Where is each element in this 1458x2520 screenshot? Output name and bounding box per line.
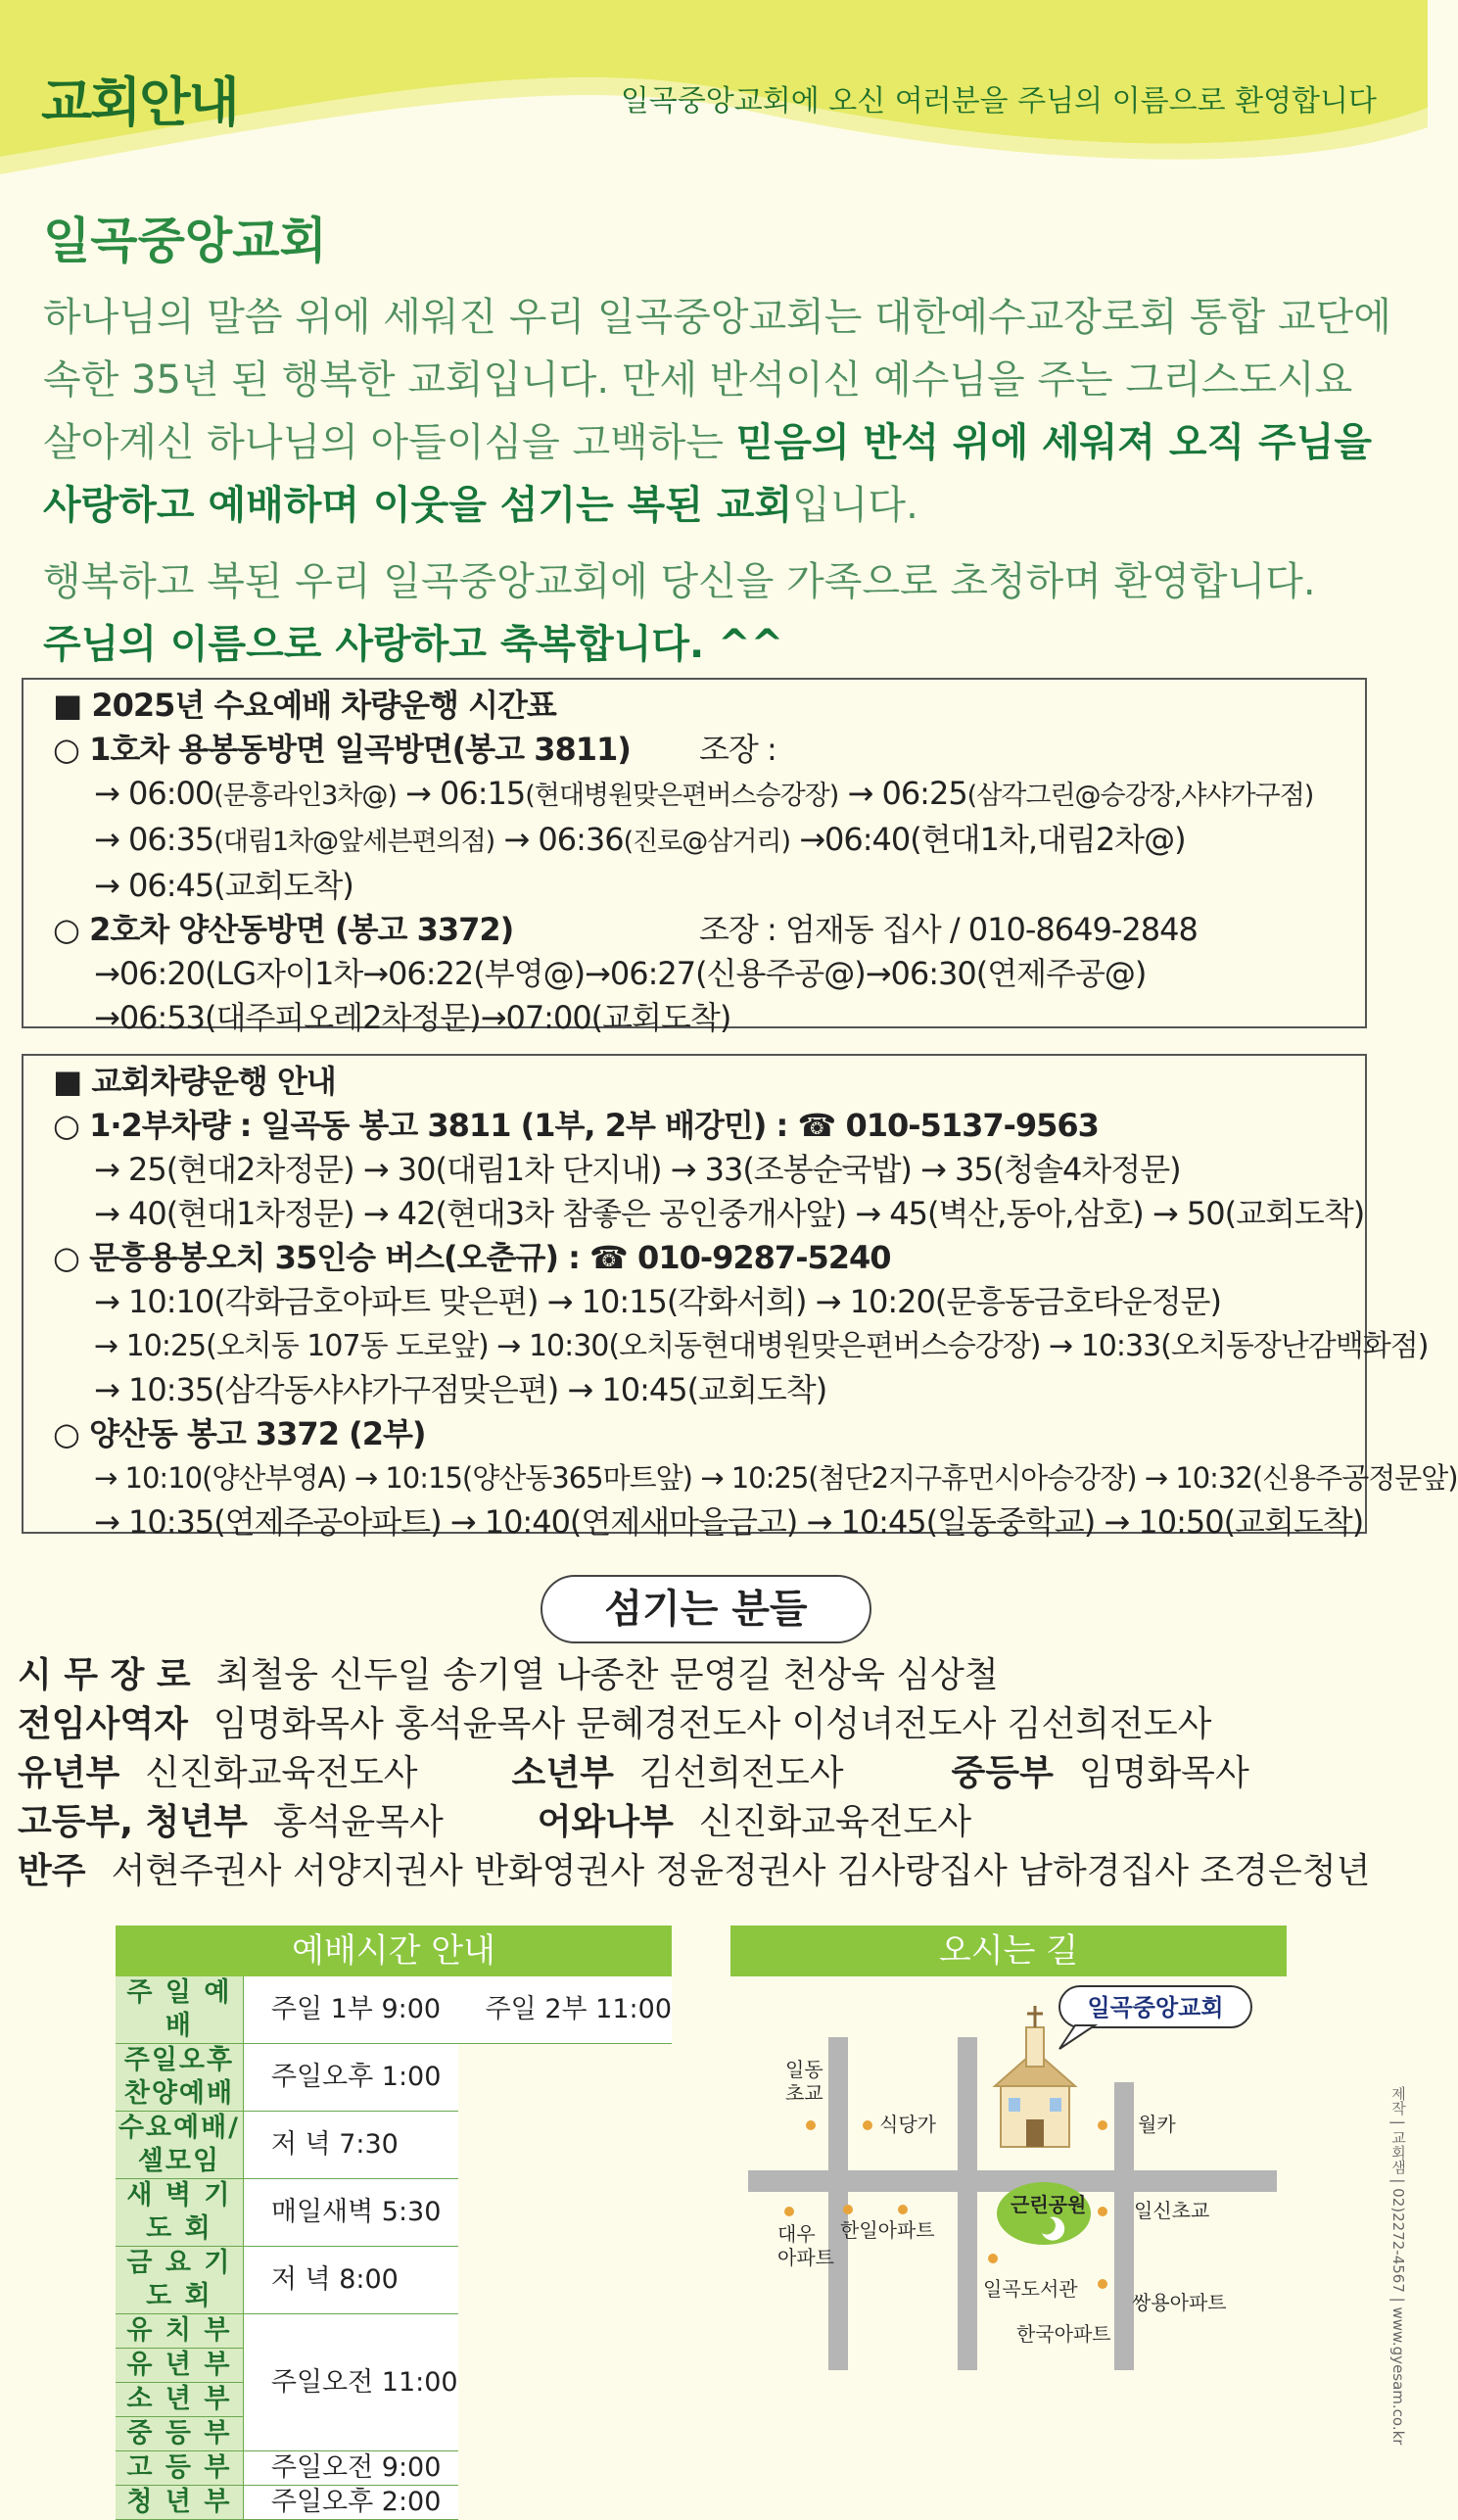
map-label: 일곡도서관 [983,2277,1078,2301]
worship-service-time: 주일 2부 11:00 [458,1976,672,2044]
blessing-text: 주님의 이름으로 사랑하고 축복합니다. ^^ [43,622,784,667]
worship-service-time: 저 녁 7:30 [243,2112,457,2179]
car1-route-line [53,818,1349,864]
car1-title: ○ 1호차 용봉동방면 일곡방면(봉고 3811) [53,731,631,768]
role-label: 소년부 [511,1753,614,1793]
map-label: 쌍용아파트 [1132,2291,1227,2314]
stop-time: → 06:15 [396,775,526,812]
map-label: 월카 [1138,2113,1176,2136]
route3-title: ○ 양산동 봉고 3372 (2부) [53,1415,426,1452]
map-label: 일동 [785,2058,823,2081]
role-names: 홍석윤목사 [272,1802,444,1842]
stop-name: (대림1차@앞세븐편의점) [213,827,495,857]
servant-row [18,1798,1418,1847]
worship-row [116,2486,672,2520]
worship-service-name: 금 요 기 도 회 [116,2247,243,2314]
worship-row [116,2451,672,2486]
role-label: 어와나부 [537,1802,674,1842]
servant-row [18,1847,1418,1896]
role-names: 임명화목사 [1078,1753,1249,1793]
route2-line: → 10:25(오치동 107동 도로앞) → 10:30(오치동현대병원맞은편버스승강장) → 10:33(오치동장난감백화점) [94,1329,1429,1363]
worship-service-time: 매일새벽 5:30 [243,2179,457,2247]
role-names: 최철웅 신두일 송기열 나종찬 문영길 천상욱 심상철 [215,1655,999,1695]
worship-times [116,1926,672,2520]
map-title: 오시는 길 [730,1926,1287,1976]
car2-route-line: →06:20(LG자이1차→06:22(부영@)→06:27(신용주공@)→06:30(연제주공@) [94,955,1147,992]
wednesday-bus-title: ■ 2025년 수요예배 차량운행 시간표 [53,687,556,724]
role-label: 전임사역자 [18,1704,188,1744]
road-vertical [1114,2082,1134,2370]
map-drawing [730,1976,1287,2396]
map-label: 초교 [785,2081,823,2105]
role-label: 유년부 [18,1753,120,1793]
servant-row [18,1700,1418,1749]
car2-leader: 조장 : 엄재동 집사 / 010-8649-2848 [699,911,1198,948]
welcome-text: 행복하고 복된 우리 일곡중앙교회에 당신을 가족으로 초청하며 환영합니다. [43,559,1316,604]
worship-row [116,2044,672,2112]
map-label: 아파트 [777,2246,834,2269]
servant-row [18,1749,1418,1798]
worship-service-time: 주일오전 11:00 [243,2314,457,2451]
map-label: 한국아파트 [1016,2322,1111,2346]
worship-title: 예배시간 안내 [116,1926,672,1976]
route1-line: → 40(현대1차정문) → 42(현대3차 참좋은 공인중개사앞) → 45(벽산,동아,삼호) → 50(교회도착) [94,1195,1365,1232]
map-label: 일신초교 [1134,2199,1210,2222]
worship-service-name: 주일오후찬양예배 [116,2044,243,2112]
map-label: 한일아파트 [840,2218,935,2242]
intro-text-a: 하나님의 말씀 위에 세워진 우리 일곡중앙교회는 대한예수교장로회 통합 교단에 속한 35년 된 행복한 교회입니다. 만세 반석이신 예수님을 주는 그리스도시요 살아계신 하나님의 아들이심을 고백하는 [43,295,1391,465]
route2-line: → 10:10(각화금호아파트 맞은편) → 10:15(각화서희) → 10:20(문흥동금호타운정문) [94,1283,1222,1320]
role-label: 반주 [18,1851,86,1891]
worship-service-time: 주일오전 9:00 [243,2451,457,2486]
role-names: 신진화교육전도사 [145,1753,418,1793]
role-names: 김선희전도사 [638,1753,844,1793]
stop-name: (삼각그린@승강장,샤샤가구점) [966,781,1314,811]
worship-service-name: 수요예배/셀모임 [116,2112,243,2179]
road-vertical [958,2037,977,2370]
worship-service-name: 유 치 부 [116,2314,243,2349]
worship-service-name: 중 등 부 [116,2417,243,2451]
intro-text-emphasis: 믿음의 반석 위에 세워져 오직 주님을 사랑하고 예배하며 이웃을 섬기는 복된 교회 [43,420,1372,528]
directions-map [730,1926,1287,2396]
welcome-paragraph [43,550,1394,676]
stop-time: → 06:36 [494,821,624,858]
road-horizontal [748,2170,1277,2192]
worship-service-name: 청 년 부 [116,2486,243,2520]
worship-service-name: 소 년 부 [116,2383,243,2417]
role-names: 서현주권사 서양지권사 반화영권사 정윤정권사 김사랑집사 남하경집사 조경은청년 [111,1851,1371,1891]
role-names: 임명화목사 홍석윤목사 문혜경전도사 이성녀전도사 김선희전도사 [212,1704,1212,1744]
worship-service-name: 유 년 부 [116,2349,243,2383]
car2-route-line: →06:53(대주피오레2차정문)→07:00(교회도착) [94,999,731,1036]
car1-route-line: → 06:45(교회도착) [94,867,353,904]
church-bus-schedule [22,1054,1458,1541]
route3-line: → 10:35(연제주공아파트) → 10:40(연제새마을금고) → 10:45(일동중학교) → 10:50(교회도착) [94,1503,1364,1541]
church-label: 일곡중앙교회 [1087,1994,1224,2021]
map-label: 대우 [777,2222,816,2246]
intro-text-c: 입니다. [792,483,918,528]
church-title: 일곡중앙교회 [43,213,327,269]
worship-service-time: 주일오후 2:00 [243,2486,457,2520]
worship-row [116,2247,672,2314]
servants-list [18,1651,1418,1896]
worship-service-name: 새 벽 기 도 회 [116,2179,243,2247]
worship-row [116,2112,672,2179]
car1-leader: 조장 : [699,731,776,768]
worship-row [116,2314,672,2349]
map-label: 근린공원 [1011,2193,1087,2216]
worship-service-time: 저 녁 8:00 [243,2247,457,2314]
brand-title: 교회안내 [41,71,238,133]
worship-row [116,2179,672,2247]
stop-time: →06:40(현대1차,대림2차@) [790,821,1186,858]
stop-time: → 06:25 [838,775,967,812]
stop-time: → 06:00 [94,775,214,812]
worship-table [116,1976,672,2520]
role-label: 중등부 [951,1753,1054,1793]
header-slogan: 일곡중앙교회에 오신 여러분을 주님의 이름으로 환영합니다 [620,84,1377,119]
map-label: 식당가 [879,2113,936,2136]
road-vertical [828,2037,848,2370]
servant-row [18,1651,1418,1700]
role-label: 시 무 장 로 [18,1655,191,1695]
worship-service-name: 고 등 부 [116,2451,243,2486]
wednesday-bus-schedule [22,678,1367,1036]
stop-name: (문흥라인3차@) [213,781,397,811]
worship-service-time: 주일오후 1:00 [243,2044,457,2112]
worship-service-time: 주일 1부 9:00 [243,1976,457,2044]
role-names: 신진화교육전도사 [698,1802,972,1842]
servants-title: 섬기는 분들 [541,1575,871,1643]
route1-line: → 25(현대2차정문) → 30(대림1차 단지내) → 33(조봉순국밥) → 35(청솔4차정문) [94,1151,1181,1188]
role-label: 고등부, 청년부 [18,1802,248,1842]
route2-line: → 10:35(삼각동샤샤가구점맞은편) → 10:45(교회도착) [94,1371,827,1408]
route3-line: → 10:10(양산부영A) → 10:15(양산동365마트앞) → 10:25(첨단2지구휴먼시아승강장) → 10:32(신용주공정문앞) [94,1461,1458,1495]
car2-title: ○ 2호차 양산동방면 (봉고 3372) [53,911,514,948]
stop-time: → 06:35 [94,821,214,858]
car1-route-line [53,772,1349,818]
route1-title: ○ 1·2부차량 : 일곡동 봉고 3811 (1부, 2부 배강민) : ☎ 010-5137-9563 [53,1107,1099,1144]
worship-service-name: 주 일 예 배 [116,1976,243,2044]
stop-name: (현대병원맞은편버스승강장) [525,781,839,811]
route2-title: ○ 문흥용봉오치 35인승 버스(오춘규) : ☎ 010-9287-5240 [53,1239,891,1276]
stop-name: (진로@삼거리) [623,827,791,857]
publisher-credit: 제작 | 교회샘 | 02)2272-4567 | www.gyesam.co.kr [1389,2086,1407,2446]
church-bus-title: ■ 교회차량운행 안내 [53,1063,336,1100]
intro-paragraph [43,286,1394,537]
